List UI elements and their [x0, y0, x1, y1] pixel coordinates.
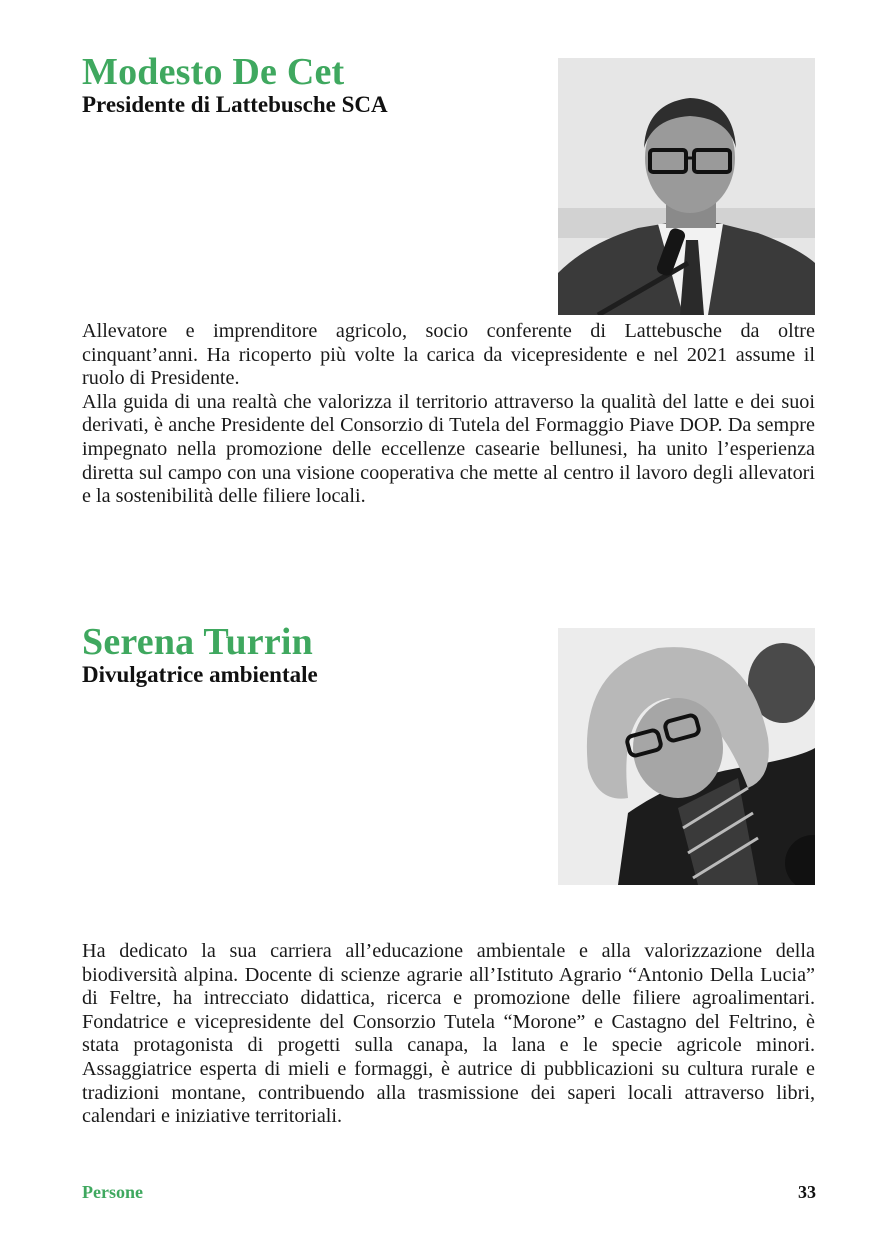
profile-modesto-de-cet [82, 52, 815, 532]
profile-serena-turrin [82, 622, 815, 1142]
bio-paragraph: Alla guida di una realtà che valorizza il territorio attraverso la qualità del latte e dei suoi derivati, è anche Presidente del Consorzio di Tutela del Formaggio Piave DOP. Da sempre impegnato nella promozione delle eccellenze casearie bellunesi, ha unito l’esperienza diretta sul campo con una visione cooperativa che mette al centro il lavoro degli allevatori e la sostenibilità delle filiere locali. [82, 390, 815, 508]
profile-bio [82, 940, 815, 1129]
bio-paragraph: Ha dedicato la sua carriera all’educazione ambientale e alla valorizzazione della biodiversità alpina. Docente di scienze agrarie all’Istituto Agrario “Antonio Della Lucia” di Feltre, ha intrecciato didattica, ricerca e promozione delle filiere agroalimentari. Fondatrice e vicepresidente del Consorzio Tutela “Morone” e Castagno del Feltrino, è stata protagonista di progetti sulla canapa, la lana e le specie agricole minori. Assaggiatrice esperta di mieli e formaggi, è autrice di pubblicazioni su cultura rurale e tradizioni montane, contribuendo alla trasmissione dei saperi locali attraverso libri, calendari e iniziative territoriali. [82, 940, 815, 1128]
bio-paragraph: Allevatore e imprenditore agricolo, socio conferente di Lattebusche da oltre cinquant’anni. Ha ricoperto più volte la carica da vicepresidente e nel 2021 assume il ruolo di Presidente. [82, 320, 815, 390]
portrait-image-icon [558, 58, 815, 315]
profile-name: Modesto De Cet [82, 51, 345, 93]
profile-photo [558, 58, 815, 315]
profile-bio [82, 320, 815, 509]
profile-role: Presidente di Lattebusche SCA [82, 92, 388, 117]
page-number: 33 [798, 1182, 816, 1202]
profile-photo [558, 628, 815, 885]
portrait-image-icon [558, 628, 815, 885]
footer-section-label: Persone [82, 1182, 143, 1202]
profile-role: Divulgatrice ambientale [82, 662, 318, 687]
profile-name: Serena Turrin [82, 621, 314, 663]
